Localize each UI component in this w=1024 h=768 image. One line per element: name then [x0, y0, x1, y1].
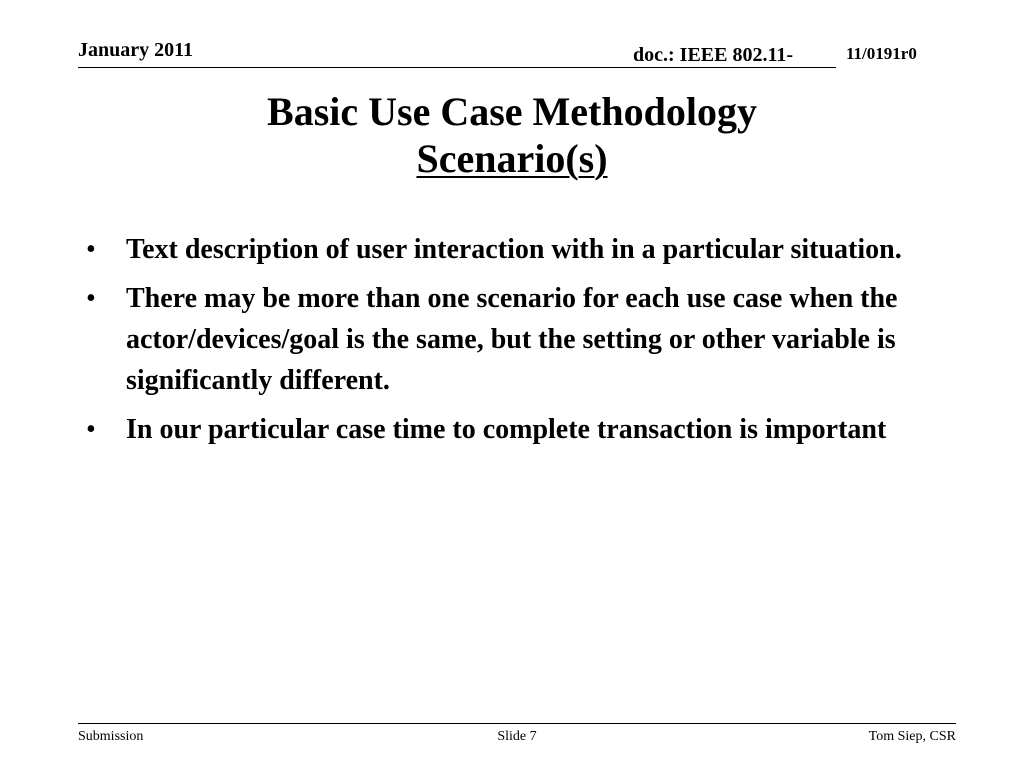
footer-submission: Submission [78, 729, 144, 744]
bullet-marker: • [86, 283, 96, 314]
slide-title [0, 88, 1024, 182]
bullet-text: Text description of user interaction with in a particular situation. [126, 234, 902, 265]
bullet-marker: • [86, 234, 96, 265]
bullet-item [86, 409, 946, 450]
bullet-text: In our particular case time to complete transaction is important [126, 414, 887, 445]
bullet-list [86, 229, 946, 458]
bullet-item [86, 278, 946, 401]
footer-divider [78, 723, 956, 724]
header-doc-number: 11/0191r0 [846, 44, 917, 63]
footer-slide-number: Slide 7 [497, 729, 537, 744]
header-date: January 2011 [78, 39, 194, 61]
title-line: Basic Use Case Methodology [267, 89, 757, 134]
bullet-text: There may be more than one scenario for each use case when the actor/devices/goal is the same, but the setting or other variable is significantly different. [126, 283, 898, 396]
header-doc-label: doc.: IEEE 802.11- [633, 44, 794, 66]
title-subtitle: Scenario(s) [416, 136, 608, 181]
bullet-marker: • [86, 414, 96, 445]
header-divider [78, 67, 836, 68]
bullet-item [86, 229, 946, 270]
footer-author: Tom Siep, CSR [868, 729, 956, 744]
